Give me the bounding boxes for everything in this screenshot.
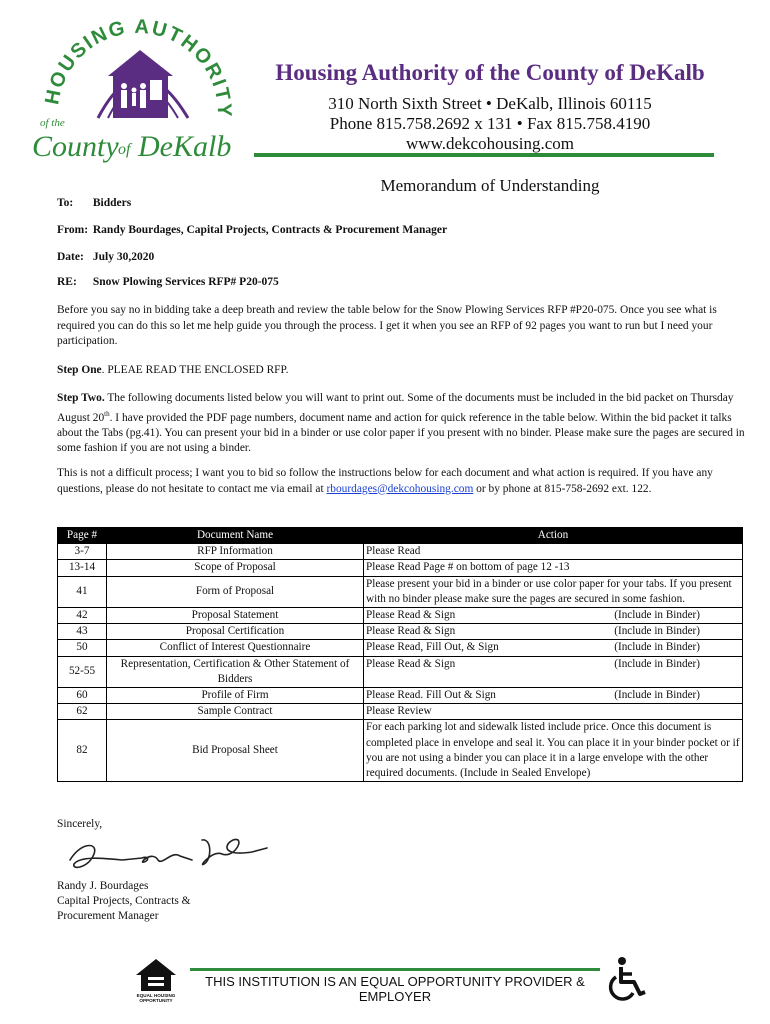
housing-authority-logo bbox=[28, 18, 238, 168]
step-two-paragraph bbox=[57, 391, 747, 457]
org-name: Housing Authority of the County of DeKalb bbox=[275, 60, 705, 85]
table-row bbox=[58, 720, 743, 782]
memo-to bbox=[57, 197, 131, 209]
step-two-label: Step Two. bbox=[57, 392, 105, 404]
row-name: Form of Proposal bbox=[107, 576, 364, 607]
memo-title: Memorandum of Understanding bbox=[380, 176, 600, 195]
row-page: 82 bbox=[58, 720, 107, 782]
table-row bbox=[58, 576, 743, 607]
signer-title-1: Capital Projects, Contracts & bbox=[57, 895, 191, 907]
step-one-label: Step One bbox=[57, 364, 102, 376]
row-action-cell bbox=[364, 656, 743, 687]
row-note: (Include in Binder) bbox=[614, 657, 700, 670]
row-action-cell bbox=[364, 640, 743, 656]
row-name: Conflict of Interest Questionnaire bbox=[107, 640, 364, 656]
table-row bbox=[58, 544, 743, 560]
step-two-sup: th bbox=[104, 409, 110, 418]
row-page: 3-7 bbox=[58, 544, 107, 560]
svg-text:EQUAL HOUSING: EQUAL HOUSING bbox=[136, 993, 176, 998]
to-label: To: bbox=[57, 197, 74, 209]
org-phone: Phone 815.758.2692 x 131 • Fax 815.758.4190 bbox=[329, 114, 651, 133]
header-name: Document Name bbox=[107, 528, 364, 544]
step-one-paragraph bbox=[57, 363, 747, 379]
row-action: Please Read, Fill Out, & Sign bbox=[366, 641, 499, 654]
row-page: 43 bbox=[58, 624, 107, 640]
closing-text-b: or by phone at 815-758-2692 ext. 122. bbox=[473, 482, 652, 495]
intro-paragraph: Before you say no in bidding take a deep breath and review the table below for the Snow Plowing Services RFP #P20-075. Once you see what is required you can do this so let me help guide you through the process. I get it when you see an RFP of 92 pages you want to run but I need your participation. bbox=[57, 304, 717, 347]
header-divider bbox=[254, 153, 714, 157]
row-action-cell bbox=[364, 608, 743, 624]
memo-re bbox=[57, 276, 279, 288]
documents-table bbox=[57, 527, 743, 782]
from-label: From: bbox=[57, 224, 89, 236]
table-row bbox=[58, 608, 743, 624]
row-name: Representation, Certification & Other Statement of Bidders bbox=[107, 656, 364, 687]
logo-county: County bbox=[32, 130, 119, 163]
row-name: RFP Information bbox=[107, 544, 364, 560]
table-row bbox=[58, 560, 743, 576]
row-page: 13-14 bbox=[58, 560, 107, 576]
row-action: For each parking lot and sidewalk listed include price. Once this document is completed place in envelope and seal it. You can place it in your binder pocket or if you are not using a binder you can place it in a large envelope with the other required documents. (Include in Sealed Envelope) bbox=[364, 720, 743, 782]
closing-text-a: This is not a difficult process; I want you to bid so follow the instructions below for each document and what action is required. If you have any questions, please do not hesitate to contact me via email at bbox=[57, 467, 713, 495]
row-action: Please Read bbox=[364, 544, 743, 560]
row-page: 60 bbox=[58, 688, 107, 704]
step-two-text-b: . I have provided the PDF page numbers, document name and action for quick reference in the table below. Within the bid packet it talks about the Tabs (pg.41). You can present your bid in a binder or use color paper if you present with no binder. Please make sure the pages are secured in some fashion if you are not using a binder. bbox=[57, 411, 745, 455]
equal-opportunity-statement: THIS INSTITUTION IS AN EQUAL OPPORTUNITY PROVIDER & EMPLOYER bbox=[205, 974, 585, 1004]
sincerely-text: Sincerely, bbox=[57, 818, 103, 830]
table-row bbox=[58, 656, 743, 687]
table-row bbox=[58, 640, 743, 656]
step-two-text-a: The following documents listed below you will want to print out. Some of the documents must be included in the bid packet on Thursday August 20 bbox=[57, 392, 734, 424]
row-name: Proposal Statement bbox=[107, 608, 364, 624]
table-header-row bbox=[58, 528, 743, 544]
footer-divider bbox=[190, 968, 600, 971]
logo-of: of bbox=[118, 141, 131, 158]
row-note: (Include in Binder) bbox=[614, 609, 700, 622]
row-name: Scope of Proposal bbox=[107, 560, 364, 576]
org-address: 310 North Sixth Street • DeKalb, Illinois 60115 bbox=[328, 94, 652, 113]
row-note: (Include in Binder) bbox=[614, 625, 700, 638]
email-link[interactable]: rbourdages@dekcohousing.com bbox=[326, 482, 474, 495]
signer-name: Randy J. Bourdages bbox=[57, 880, 149, 892]
date-value: July 30,2020 bbox=[92, 251, 155, 263]
row-note: (Include in Binder) bbox=[614, 641, 700, 654]
logo-dekalb: DeKalb bbox=[138, 130, 232, 163]
row-action: Please Read & Sign bbox=[366, 609, 456, 622]
row-page: 50 bbox=[58, 640, 107, 656]
row-action: Please Read & Sign bbox=[366, 625, 456, 638]
row-name: Sample Contract bbox=[107, 704, 364, 720]
signer-title-2: Procurement Manager bbox=[57, 910, 159, 922]
memo-date bbox=[57, 251, 154, 263]
table-row bbox=[58, 624, 743, 640]
row-action-cell bbox=[364, 688, 743, 704]
row-action: Please Read Page # on bottom of page 12 -13 bbox=[364, 560, 743, 576]
row-action: Please Review bbox=[364, 704, 743, 720]
row-page: 41 bbox=[58, 576, 107, 607]
re-value: Snow Plowing Services RFP# P20-075 bbox=[92, 276, 279, 288]
logo-arc-text: HOUSING AUTHORITY bbox=[41, 18, 236, 119]
row-page: 42 bbox=[58, 608, 107, 624]
row-note: (Include in Binder) bbox=[614, 689, 700, 702]
row-name: Profile of Firm bbox=[107, 688, 364, 704]
row-action: Please Read. Fill Out & Sign bbox=[366, 689, 496, 702]
memo-from bbox=[57, 224, 447, 236]
svg-text:OPPORTUNITY: OPPORTUNITY bbox=[139, 998, 173, 1003]
equal-housing-icon bbox=[132, 955, 180, 1003]
row-page: 52-55 bbox=[58, 656, 107, 687]
wheelchair-icon bbox=[606, 956, 650, 1002]
org-website[interactable]: www.dekcohousing.com bbox=[406, 134, 574, 153]
row-action: Please present your bid in a binder or use color paper for your tabs. If you present with no binder please make sure the pages are secured in some fashion. bbox=[364, 576, 743, 607]
signature-image bbox=[62, 830, 272, 880]
re-label: RE: bbox=[57, 276, 77, 288]
row-action-cell bbox=[364, 624, 743, 640]
step-one-text: . PLEAE READ THE ENCLOSED RFP. bbox=[101, 364, 289, 376]
row-name: Bid Proposal Sheet bbox=[107, 720, 364, 782]
table-row bbox=[58, 704, 743, 720]
table-row bbox=[58, 688, 743, 704]
header-action: Action bbox=[364, 528, 743, 544]
to-value: Bidders bbox=[92, 197, 132, 209]
closing-paragraph bbox=[57, 466, 747, 497]
header-page: Page # bbox=[58, 528, 107, 544]
date-label: Date: bbox=[57, 251, 84, 263]
row-page: 62 bbox=[58, 704, 107, 720]
from-value: Randy Bourdages, Capital Projects, Contracts & Procurement Manager bbox=[92, 224, 448, 236]
row-name: Proposal Certification bbox=[107, 624, 364, 640]
row-action: Please Read & Sign bbox=[366, 657, 456, 670]
logo-of-the: of the bbox=[40, 117, 65, 129]
